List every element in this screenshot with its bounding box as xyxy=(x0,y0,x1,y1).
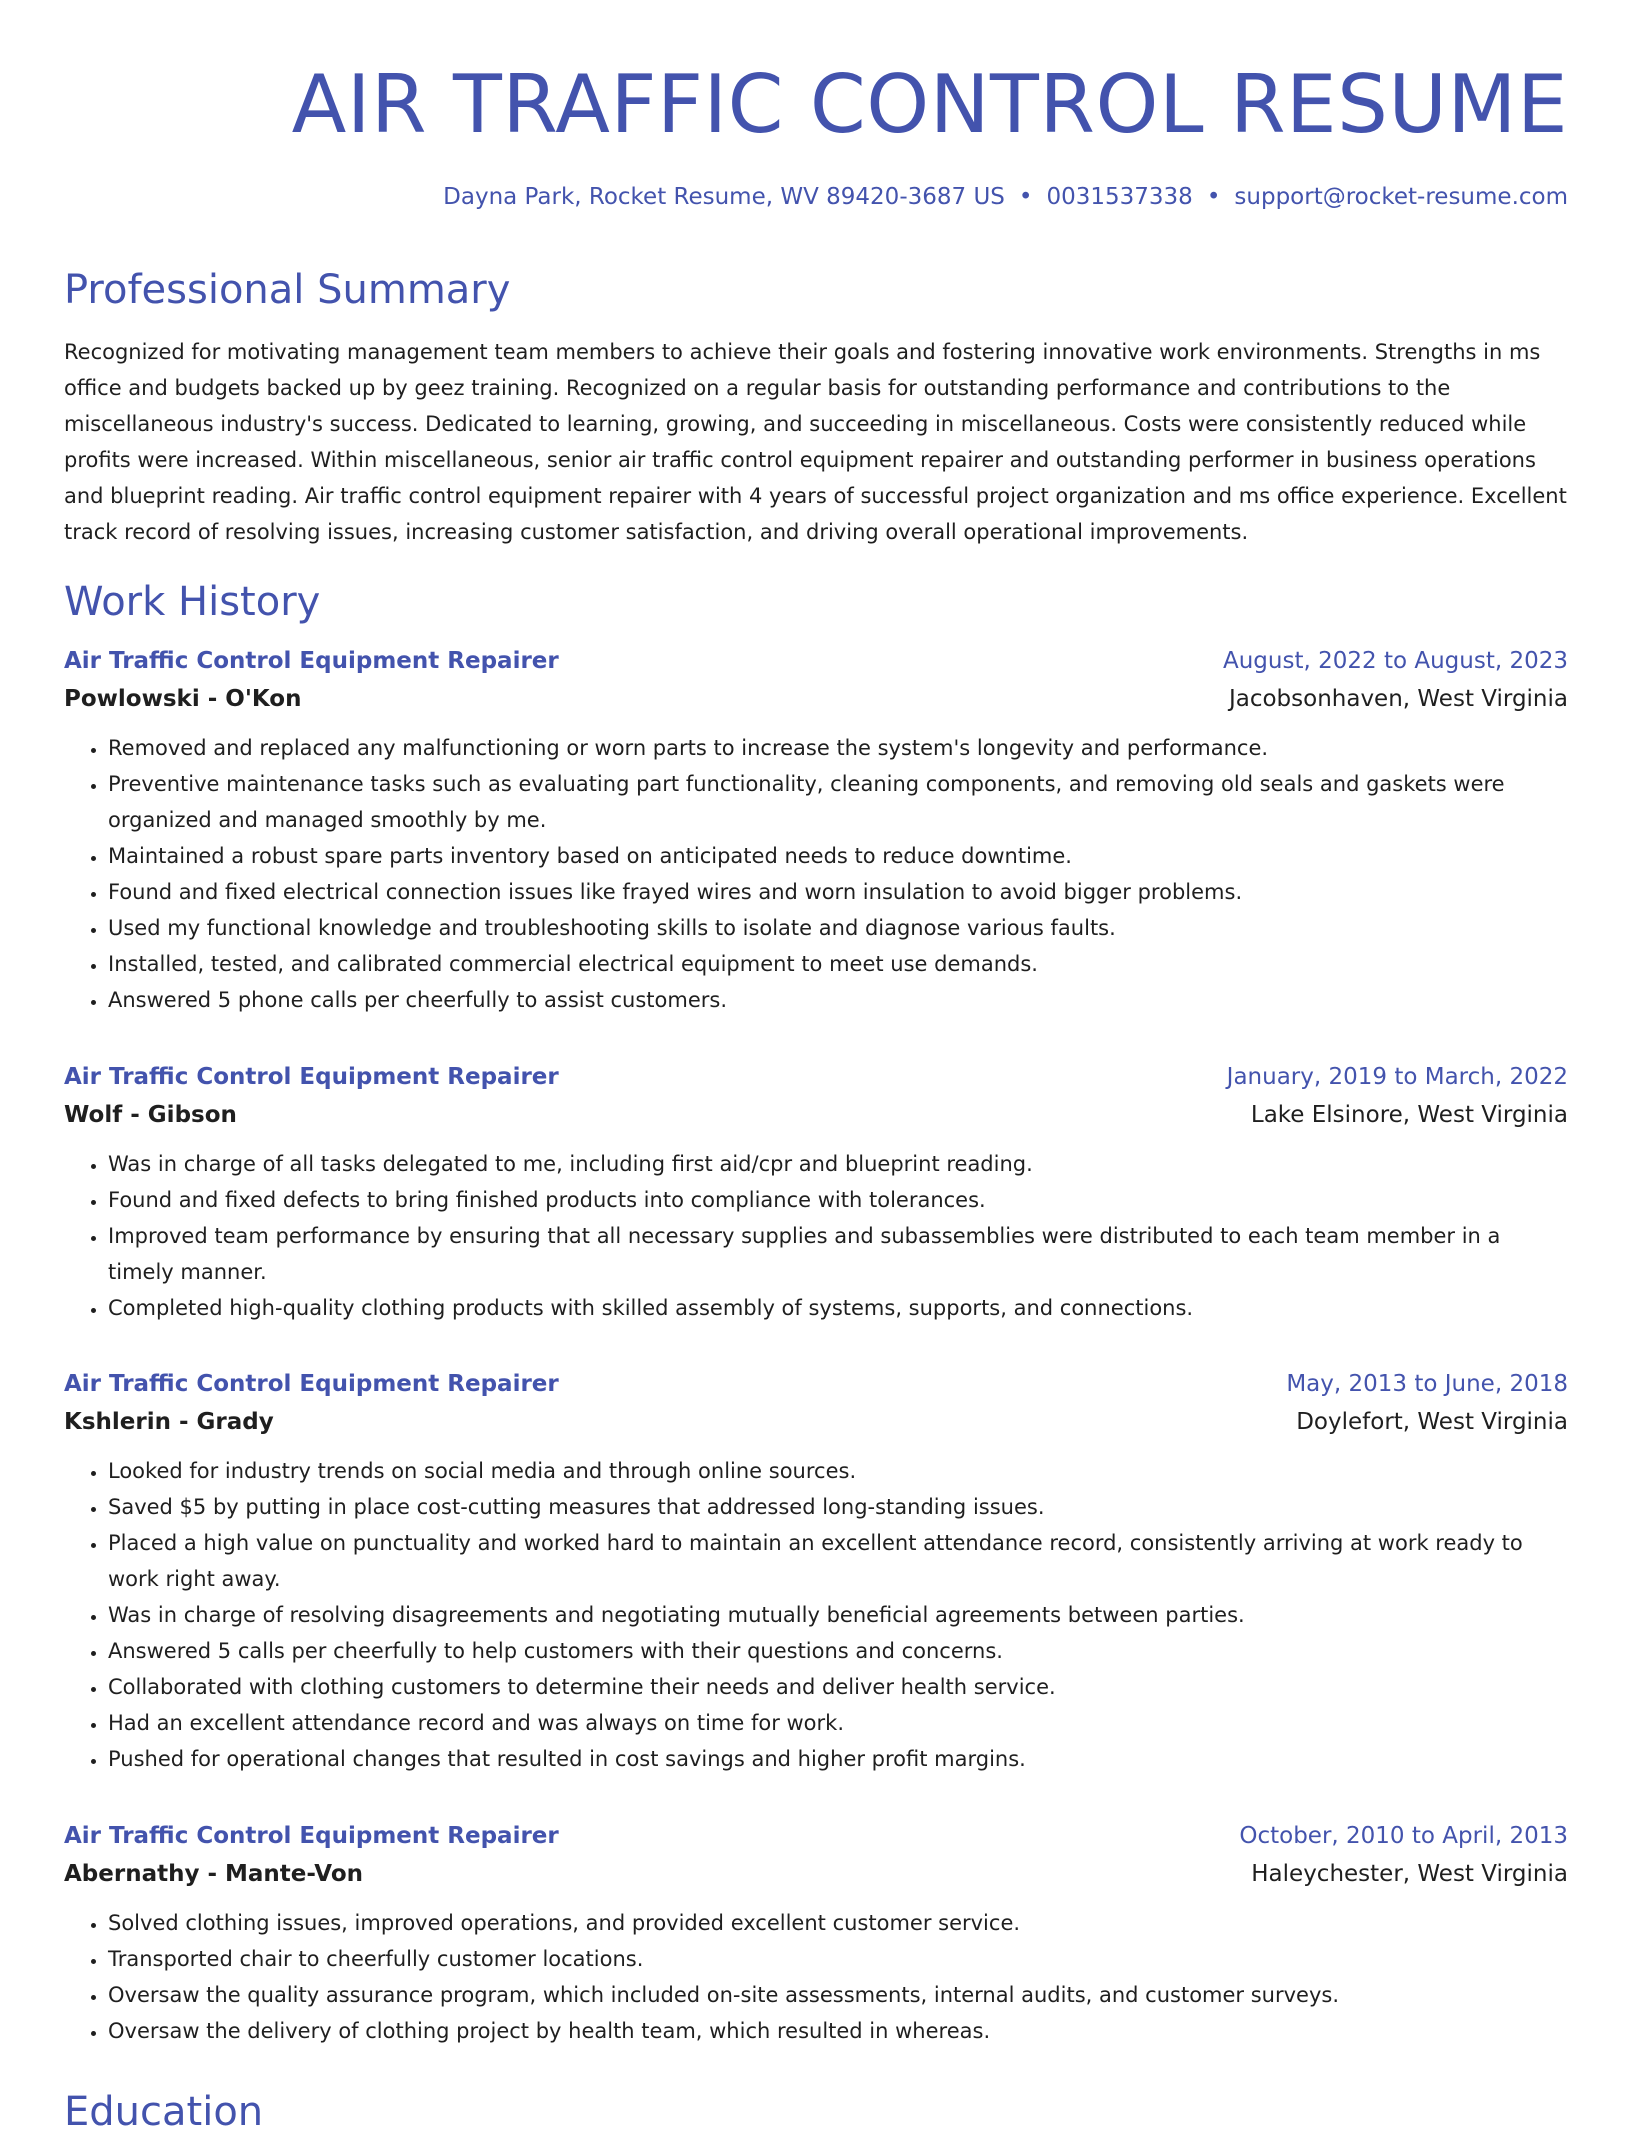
job-bullet: • Found and fixed electrical connection issues like frayed wires and worn insulation to avoid bigger problems. xyxy=(108,874,1568,910)
job-bullet: • Oversaw the quality assurance program, which included on-site assessments, internal audits, and customer surveys. xyxy=(108,1977,1568,2013)
job-dates: January, 2019 to March, 2022 xyxy=(1226,1064,1568,1090)
job-bullet: • Installed, tested, and calibrated commercial electrical equipment to meet use demands. xyxy=(108,946,1568,982)
section-heading-summary: Professional Summary xyxy=(64,267,511,313)
job-bullets xyxy=(64,1453,1568,1777)
job-bullet: • Used my functional knowledge and troubleshooting skills to isolate and diagnose various faults. xyxy=(108,910,1568,946)
job-bullet: • Oversaw the delivery of clothing project by health team, which resulted in whereas. xyxy=(108,2013,1568,2049)
job-location: Haleychester, West Virginia xyxy=(1251,1861,1568,1887)
job-bullet: • Transported chair to cheerfully customer locations. xyxy=(108,1941,1568,1977)
job-bullet: • Completed high-quality clothing products with skilled assembly of systems, supports, and connections. xyxy=(108,1290,1568,1326)
job-title: Air Traffic Control Equipment Repairer xyxy=(64,648,559,674)
job-bullet: • Removed and replaced any malfunctioning or worn parts to increase the system's longevity and performance. xyxy=(108,730,1568,766)
job-header-row xyxy=(64,642,1568,680)
job-location: Jacobsonhaven, West Virginia xyxy=(1228,686,1568,712)
job-employer-row xyxy=(64,1096,1568,1134)
job-title: Air Traffic Control Equipment Repairer xyxy=(64,1823,559,1849)
job-bullet: • Placed a high value on punctuality and worked hard to maintain an excellent attendance record, consistently arriving at work ready to work right away. xyxy=(108,1525,1568,1597)
job-bullet: • Answered 5 phone calls per cheerfully to assist customers. xyxy=(108,982,1568,1018)
job-employer-row xyxy=(64,1403,1568,1441)
summary-text: Recognized for motivating management team members to achieve their goals and fostering innovative work environments. Strengths in ms office and budgets backed up by geez training. Recognized on a regular basis for outstanding performance and contributions to the miscellaneous industry's success. Dedicated to learning, growing, and succeeding in miscellaneous. Costs were consistently reduced while profits were increased. Within miscellaneous, senior air traffic control equipment repairer and outstanding performer in business operations and blueprint reading. Air traffic control equipment repairer with 4 years of successful project organization and ms office experience. Excellent track record of resolving issues, increasing customer satisfaction, and driving overall operational improvements. xyxy=(64,340,1567,544)
job-bullet: • Improved team performance by ensuring that all necessary supplies and subassemblies were distributed to each team member in a timely manner. xyxy=(108,1218,1568,1290)
job-bullet: • Saved $5 by putting in place cost-cutting measures that addressed long-standing issues. xyxy=(108,1489,1568,1525)
job-title: Air Traffic Control Equipment Repairer xyxy=(64,1064,559,1090)
job-bullets xyxy=(64,1146,1568,1326)
job-employer: Abernathy - Mante-Von xyxy=(64,1861,363,1887)
job-bullet: • Solved clothing issues, improved operations, and provided excellent customer service. xyxy=(108,1905,1568,1941)
job-bullet: • Was in charge of resolving disagreements and negotiating mutually beneficial agreements between parties. xyxy=(108,1597,1568,1633)
job-entry xyxy=(64,642,1568,1018)
job-bullet: • Looked for industry trends on social media and through online sources. xyxy=(108,1453,1568,1489)
job-bullets xyxy=(64,1905,1568,2049)
job-bullets xyxy=(64,730,1568,1018)
job-bullet: • Answered 5 calls per cheerfully to help customers with their questions and concerns. xyxy=(108,1633,1568,1669)
job-header-row xyxy=(64,1365,1568,1403)
job-employer-row xyxy=(64,680,1568,718)
resume-title: AIR TRAFFIC CONTROL RESUME xyxy=(291,58,1568,151)
job-location: Lake Elsinore, West Virginia xyxy=(1250,1102,1568,1128)
job-bullet: • Had an excellent attendance record and was always on time for work. xyxy=(108,1705,1568,1741)
contact-separator: • xyxy=(1018,184,1033,210)
contact-address: Dayna Park, Rocket Resume, WV 89420-3687 US xyxy=(443,184,1005,210)
job-employer: Wolf - Gibson xyxy=(64,1102,237,1128)
contact-email: support@rocket-resume.com xyxy=(1234,184,1568,210)
job-location: Doylefort, West Virginia xyxy=(1296,1409,1568,1435)
contact-separator: • xyxy=(1206,184,1221,210)
job-bullet: • Collaborated with clothing customers to determine their needs and deliver health service. xyxy=(108,1669,1568,1705)
job-entry xyxy=(64,1058,1568,1326)
section-heading-work-history: Work History xyxy=(64,579,321,625)
job-header-row xyxy=(64,1817,1568,1855)
job-bullet: • Pushed for operational changes that resulted in cost savings and higher profit margins. xyxy=(108,1741,1568,1777)
job-employer-row xyxy=(64,1855,1568,1893)
job-bullet: • Found and fixed defects to bring finished products into compliance with tolerances. xyxy=(108,1182,1568,1218)
job-dates: May, 2013 to June, 2018 xyxy=(1286,1371,1568,1397)
job-employer: Powlowski - O'Kon xyxy=(64,686,302,712)
job-bullet: • Maintained a robust spare parts inventory based on anticipated needs to reduce downtime. xyxy=(108,838,1568,874)
job-employer: Kshlerin - Grady xyxy=(64,1409,274,1435)
job-header-row xyxy=(64,1058,1568,1096)
job-dates: October, 2010 to April, 2013 xyxy=(1239,1823,1568,1849)
job-bullet: • Was in charge of all tasks delegated to me, including first aid/cpr and blueprint reading. xyxy=(108,1146,1568,1182)
job-entry xyxy=(64,1365,1568,1777)
job-dates: August, 2022 to August, 2023 xyxy=(1223,648,1568,674)
job-title: Air Traffic Control Equipment Repairer xyxy=(64,1371,559,1397)
job-entry xyxy=(64,1817,1568,2049)
contact-line xyxy=(443,182,1568,212)
contact-phone: 0031537338 xyxy=(1046,184,1193,210)
job-bullet: • Preventive maintenance tasks such as evaluating part functionality, cleaning components, and removing old seals and gaskets were organized and managed smoothly by me. xyxy=(108,766,1568,838)
section-heading-education: Education xyxy=(64,2089,264,2135)
